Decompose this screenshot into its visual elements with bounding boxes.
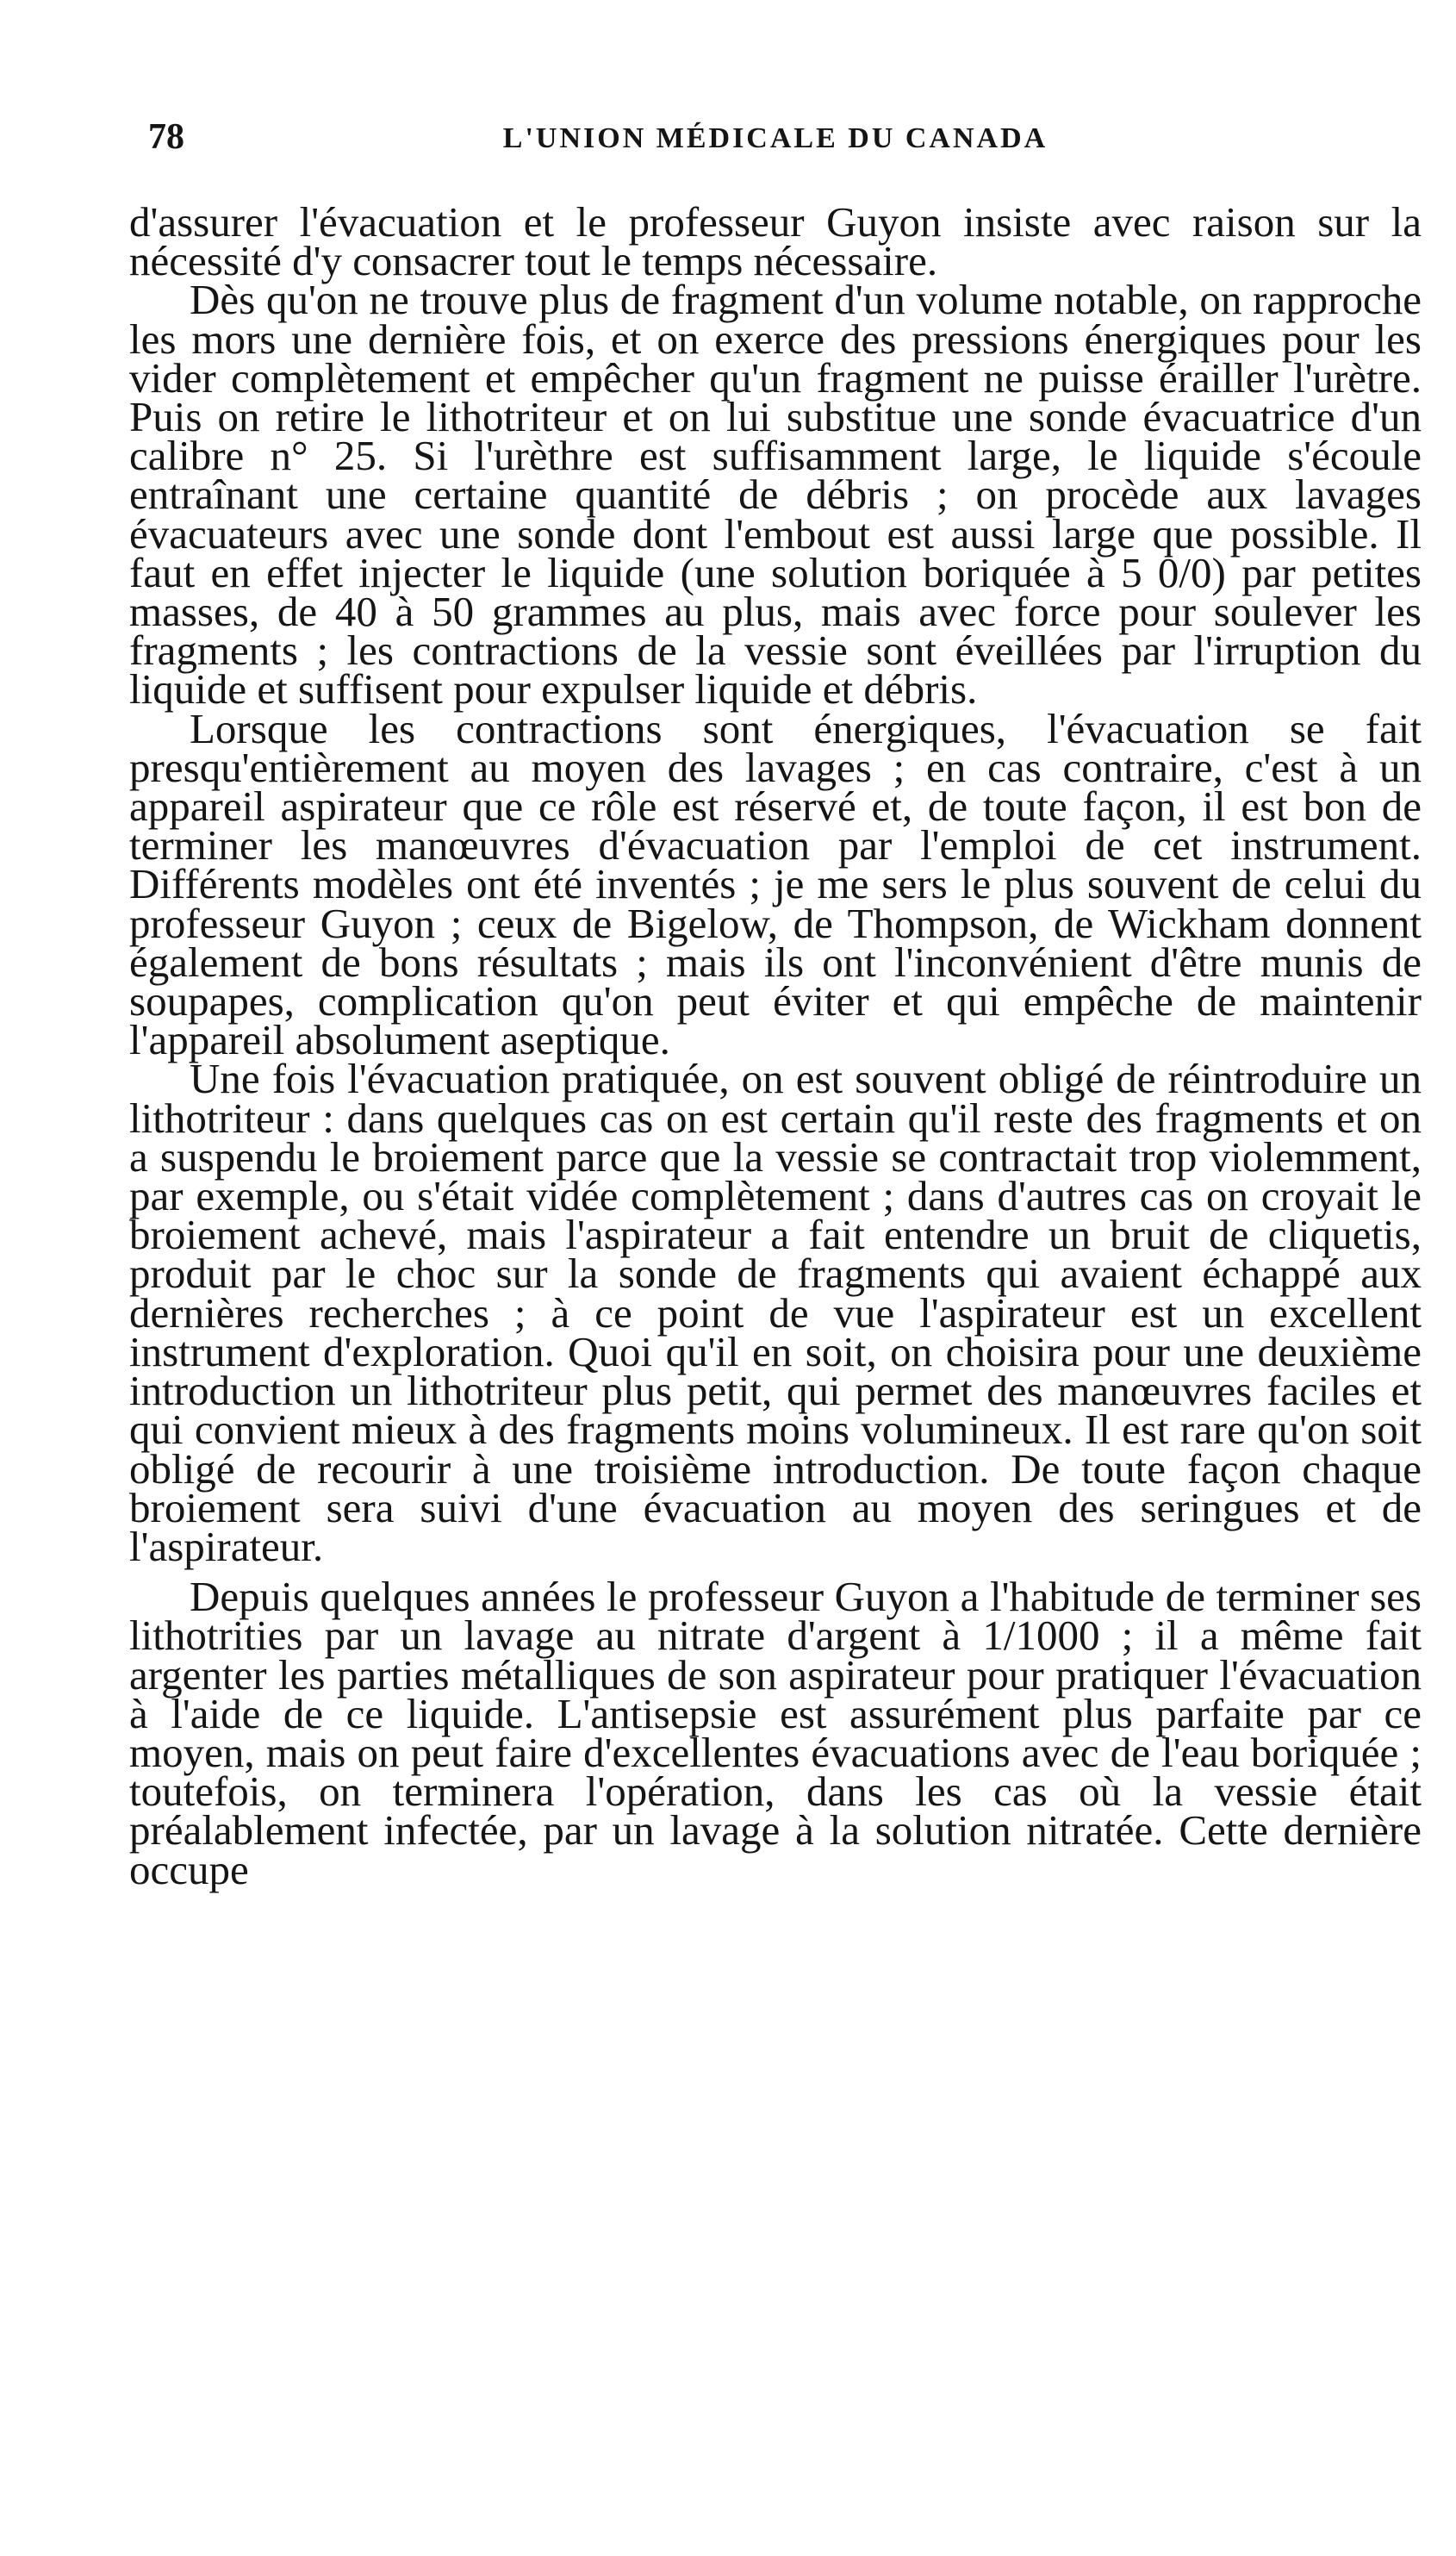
paragraph-fragment-removal: Dès qu'on ne trouve plus de fragment d'un volume notable, on rapproche les mors une dernière fois, et on exerce des pressions énergiques pour les vider complètement et empêcher qu'un fragment ne puisse érailler l'urètre. Puis on retire le lithotriteur et on lui substitue une sonde évacuatrice d'un calibre n° 25. Si l'urèthre est suffisamment large, le liquide s'écoule entraînant une certaine quantité de débris ; on procède aux lavages évacuateurs avec une sonde dont l'embout est aussi large que possible. Il faut en effet injecter le liquide (une solution boriquée à 5 0/0) par petites masses, de 40 à 50 grammes au plus, mais avec force pour soulever les fragments ; les contractions de la vessie sont éveillées par l'irruption du liquide et suffisent pour expulser liquide et débris. — [129, 276, 1422, 714]
paragraph-reintroduction: Une fois l'évacuation pratiquée, on est souvent obligé de réintroduire un lithotriteur : dans quelques cas on est certain qu'il reste des fragments et on a suspendu le broiement parce que la vessie se contractait trop violemment, par exemple, ou s'était vidée complètement ; dans d'autres cas on croyait le broiement achevé, mais l'aspirateur a fait entendre un bruit de cliquetis, produit par le choc sur la sonde de fragments qui avaient échappé aux dernières recherches ; à ce point de vue l'aspirateur est un excellent instrument d'exploration. Quoi qu'il en soit, on choisira pour une deuxième introduction un lithotriteur plus petit, qui permet des manœuvres faciles et qui convient mieux à des fragments moins volumineux. Il est rare qu'on soit obligé de recourir à une troisième introduction. De toute façon chaque broiement sera suivi d'une évacuation au moyen des seringues et de l'aspirateur. — [129, 1055, 1422, 1570]
paragraph-continuation: d'assurer l'évacuation et le professeur Guyon insiste avec raison sur la nécessité d'y consacrer tout le temps nécessaire. — [129, 198, 1422, 285]
page-header — [129, 103, 1422, 172]
page-number: 78 — [148, 117, 184, 157]
body-text — [129, 198, 1422, 1893]
paragraph-contractions: Lorsque les contractions sont énergiques, l'évacuation se fait presqu'entièrement au moyen des lavages ; en cas contraire, c'est à un appareil aspirateur que ce rôle est réservé et, de toute façon, il est bon de terminer les manœuvres d'évacuation par l'emploi de cet instrument. Différents modèles ont été inventés ; je me sers le plus souvent de celui du professeur Guyon ; ceux de Bigelow, de Thompson, de Wickham donnent également de bons résultats ; mais ils ont l'inconvénient d'être munis de soupapes, complication qu'on peut éviter et qui empêche de maintenir l'appareil absolument aseptique. — [129, 704, 1422, 1064]
running-head: L'UNION MÉDICALE DU CANADA — [502, 122, 1048, 154]
paragraph-silver-nitrate: Depuis quelques années le professeur Guyon a l'habitude de terminer ses lithotrities par un lavage au nitrate d'argent à 1/1000 ; il a même fait argenter les parties métalliques de son aspirateur pour pratiquer l'évacuation à l'aide de ce liquide. L'antisepsie est assurément plus parfaite par ce moyen, mais on peut faire d'excellentes évacuations avec de l'eau boriquée ; toutefois, on terminera l'opération, dans les cas où la vessie était préalablement infectée, par un lavage à la solution nitratée. Cette dernière occupe — [129, 1573, 1422, 1893]
